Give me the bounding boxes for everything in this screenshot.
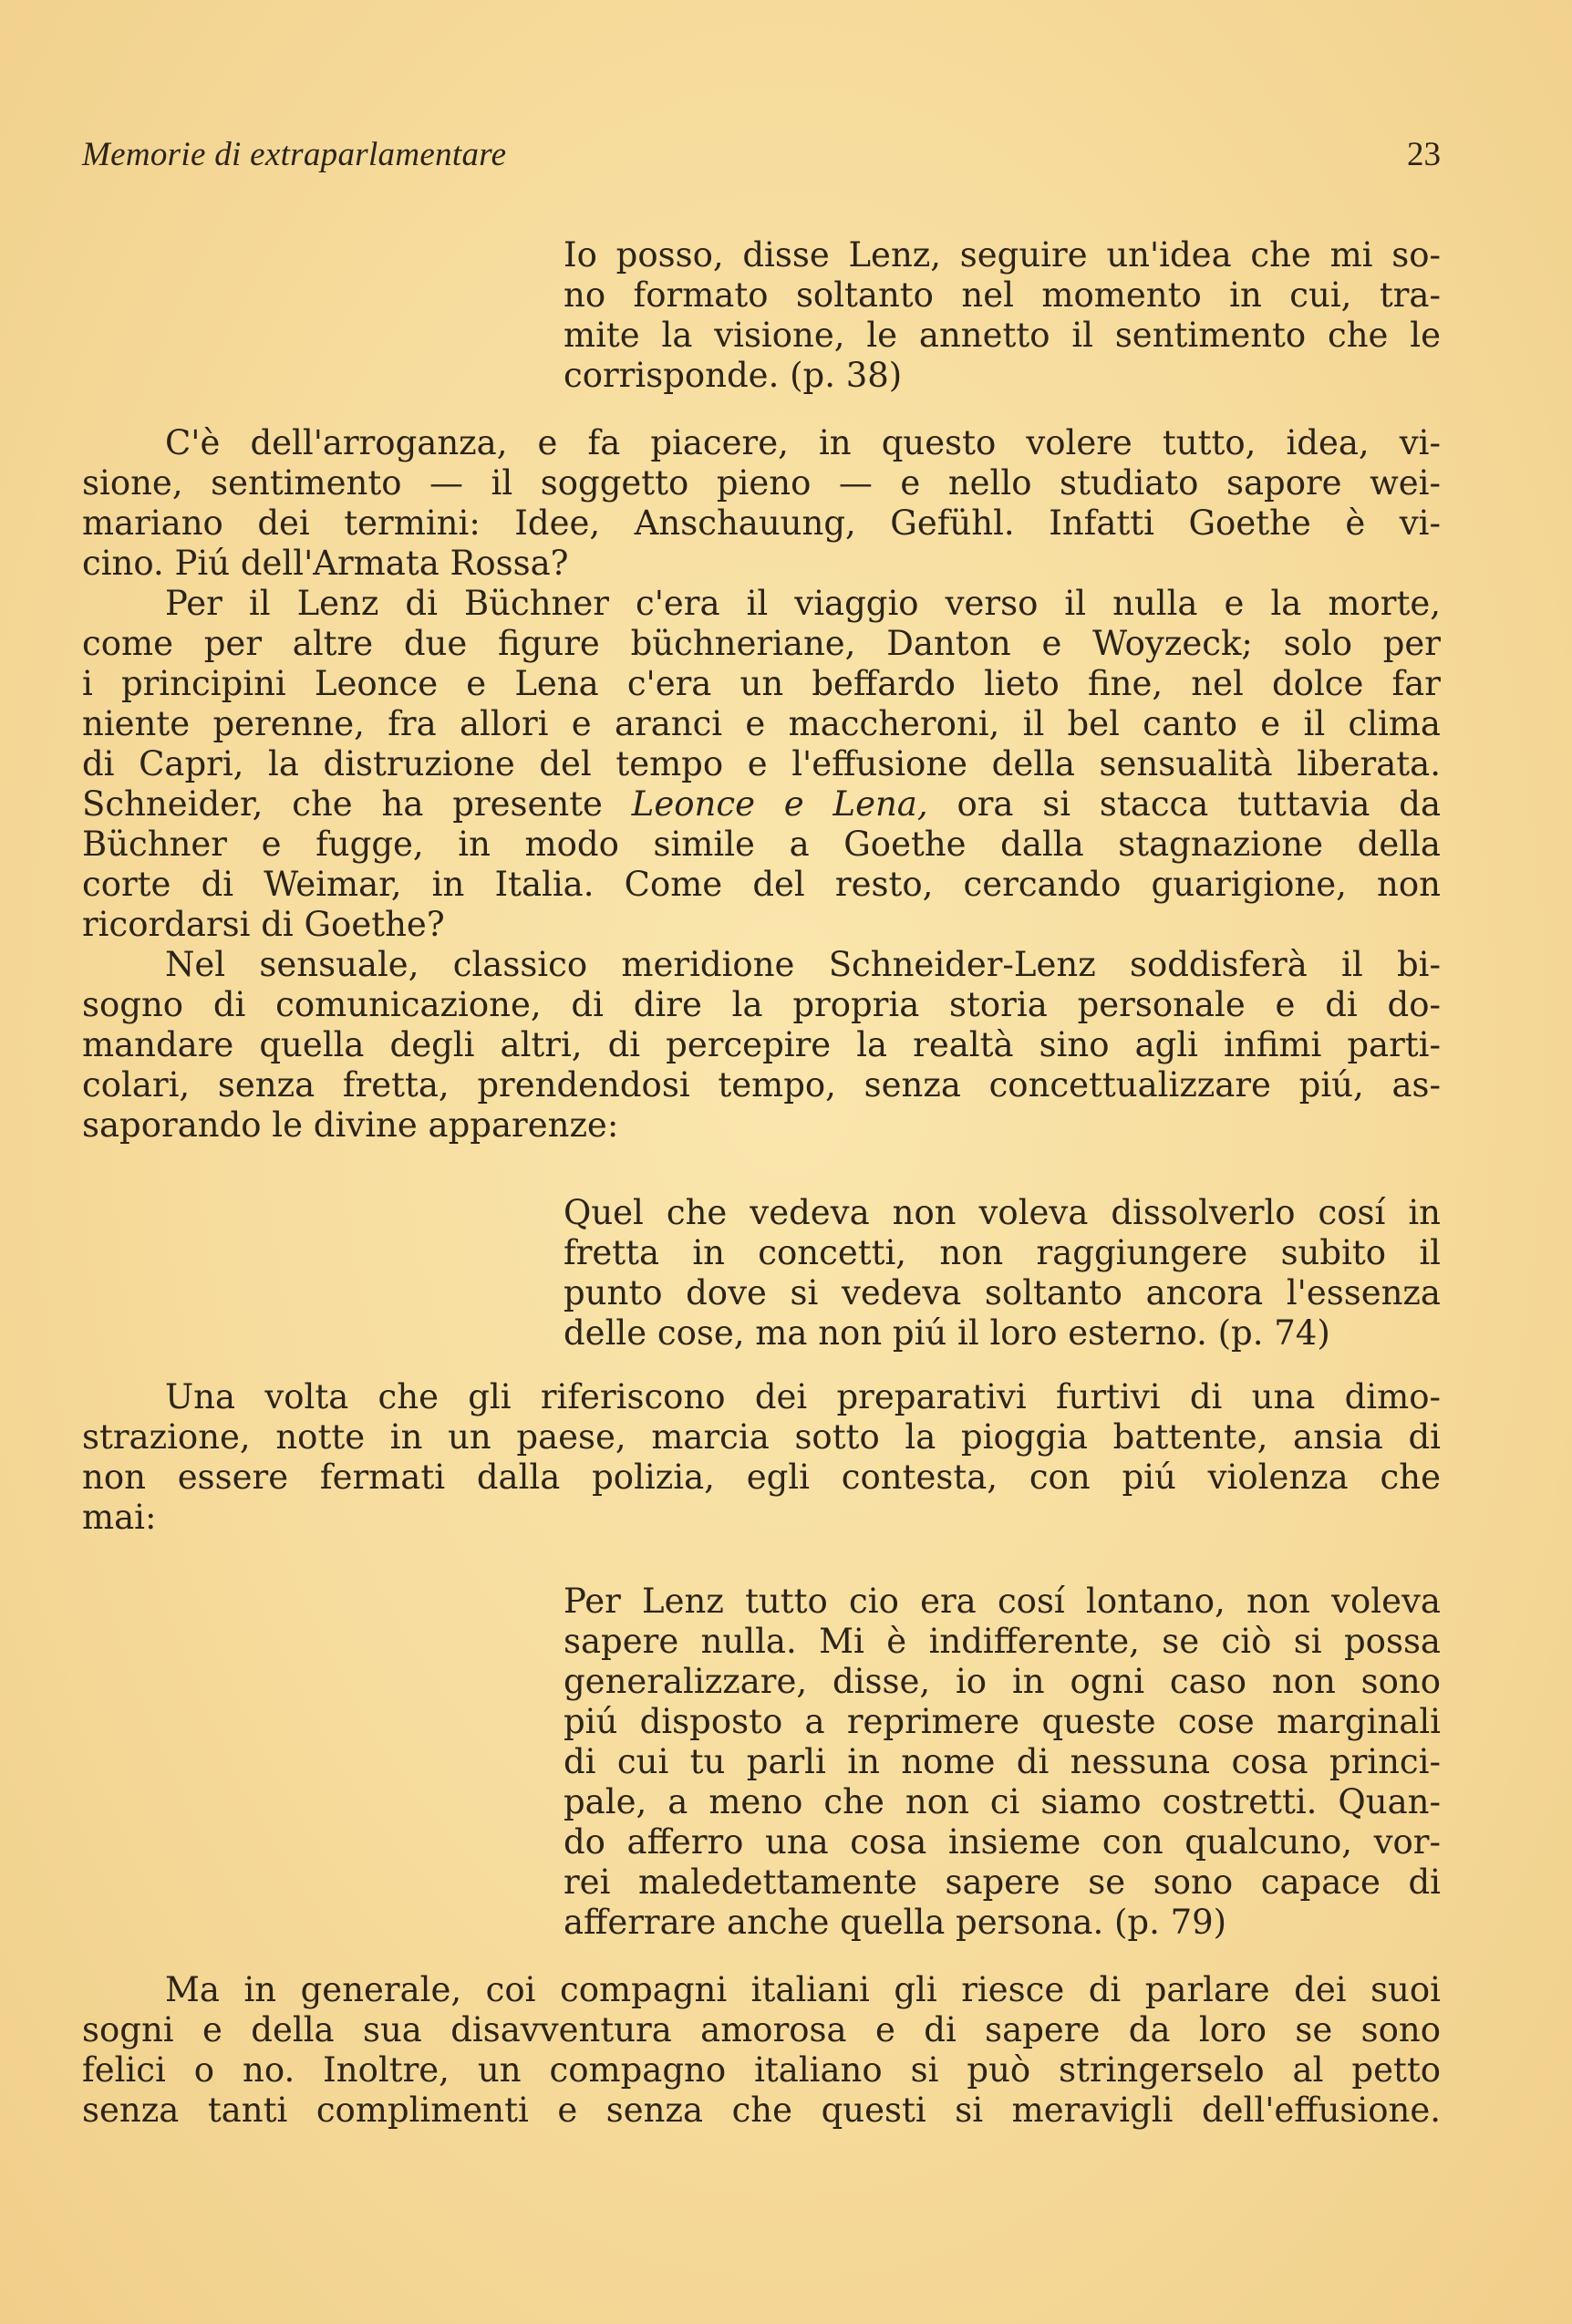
text-line: afferrare anche quella persona. (p. 79) <box>564 1903 1227 1942</box>
text-line: mariano dei termini: Idee, Anschauung, Gefühl. Infatti Goethe è vi- <box>82 503 1441 543</box>
text-line: come per altre due figure büchneriane, Danton e Woyzeck; solo per <box>82 624 1441 663</box>
block-quote-3 <box>564 1582 1441 1943</box>
page-number: 23 <box>1407 136 1441 173</box>
text-line: sapere nulla. Mi è indifferente, se ciò si possa <box>564 1622 1441 1661</box>
text-line: ricordarsi di Goethe? <box>82 905 445 944</box>
text-line: rei maledettamente sapere se sono capace di <box>564 1862 1441 1902</box>
text-line: C'è dell'arroganza, e fa piacere, in questo volere tutto, idea, vi- <box>165 423 1441 462</box>
paragraph-4 <box>82 1377 1441 1538</box>
paragraph-3 <box>82 945 1441 1146</box>
text-line: pale, a meno che non ci siamo costretti. Quan- <box>564 1782 1441 1821</box>
text-line: Io posso, disse Lenz, seguire un'idea che mi so- <box>564 235 1441 275</box>
text-line: corte di Weimar, in Italia. Come del resto, cercando guarigione, non <box>82 865 1441 904</box>
text-line: Ma in generale, coi compagni italiani gli riesce di parlare dei suoi <box>165 1970 1441 2009</box>
text-line: sogno di comunicazione, di dire la propria storia personale e di do- <box>82 985 1441 1024</box>
text-line: mandare quella degli altri, di percepire la realtà sino agli infimi parti- <box>82 1025 1441 1064</box>
text-line: mai: <box>82 1498 157 1537</box>
text-line: punto dove si vedeva soltanto ancora l'essenza <box>564 1273 1441 1312</box>
block-quote-1 <box>564 235 1441 396</box>
paragraph-1 <box>82 423 1441 584</box>
text-line: colari, senza fretta, prendendosi tempo, senza concettualizzare piú, as- <box>82 1065 1441 1105</box>
text-line: Büchner e fugge, in modo simile a Goethe dalla stagnazione della <box>82 825 1441 864</box>
paragraph-5 <box>82 1970 1441 2131</box>
text-line: corrisponde. (p. 38) <box>564 356 903 395</box>
block-quote-2 <box>564 1193 1441 1354</box>
text-line: Per Lenz tutto cio era cosí lontano, non voleva <box>564 1582 1441 1621</box>
text-line: Quel che vedeva non voleva dissolverlo cosí in <box>564 1193 1441 1232</box>
text-line: niente perenne, fra allori e aranci e maccheroni, il bel canto e il clima <box>82 704 1441 743</box>
text-line: delle cose, ma non piú il loro esterno. (p. 74) <box>564 1313 1330 1353</box>
running-title: Memorie di extraparlamentare <box>82 136 507 173</box>
text-segment: Schneider, che ha presente <box>82 784 632 824</box>
text-line: no formato soltanto nel momento in cui, tra- <box>564 275 1441 315</box>
text-line: mite la visione, le annetto il sentimento che le <box>564 316 1441 355</box>
text-line: Una volta che gli riferiscono dei preparativi furtivi di una dimo- <box>165 1377 1441 1416</box>
text-line: piú disposto a reprimere queste cose marginali <box>564 1702 1441 1741</box>
text-line: sione, sentimento — il soggetto pieno — e nello studiato sapore wei- <box>82 463 1441 503</box>
text-line: generalizzare, disse, io in ogni caso non sono <box>564 1662 1441 1701</box>
running-head <box>82 130 1441 181</box>
text-line: Per il Lenz di Büchner c'era il viaggio verso il nulla e la morte, <box>165 584 1441 623</box>
text-line: di cui tu parli in nome di nessuna cosa princi- <box>564 1742 1441 1781</box>
text-line: sogni e della sua disavventura amorosa e di sapere da loro se sono <box>82 2010 1441 2049</box>
text-line: i principini Leonce e Lena c'era un beffardo lieto fine, nel dolce far <box>82 664 1441 703</box>
text-line: fretta in concetti, non raggiungere subito il <box>564 1233 1441 1272</box>
text-line: felici o no. Inoltre, un compagno italiano si può stringerselo al petto <box>82 2050 1441 2090</box>
paragraph-2 <box>82 584 1441 945</box>
text-line: strazione, notte in un paese, marcia sotto la pioggia battente, ansia di <box>82 1417 1441 1457</box>
text-line: saporando le divine apparenze: <box>82 1105 619 1145</box>
text-line: cino. Piú dell'Armata Rossa? <box>82 544 569 583</box>
text-line <box>82 784 1441 825</box>
text-line: non essere fermati dalla polizia, egli contesta, con piú violenza che <box>82 1458 1441 1497</box>
text-line: do afferro una cosa insieme con qualcuno, vor- <box>564 1822 1441 1862</box>
text-line: di Capri, la distruzione del tempo e l'effusione della sensualità liberata. <box>82 744 1441 783</box>
work-title: Leonce e Lena, <box>631 784 928 824</box>
text-segment: ora si stacca tuttavia da <box>927 784 1441 824</box>
text-line: Nel sensuale, classico meridione Schneider-Lenz soddisferà il bi- <box>165 945 1441 984</box>
text-line: senza tanti complimenti e senza che questi si meravigli dell'effusione. <box>82 2091 1441 2130</box>
